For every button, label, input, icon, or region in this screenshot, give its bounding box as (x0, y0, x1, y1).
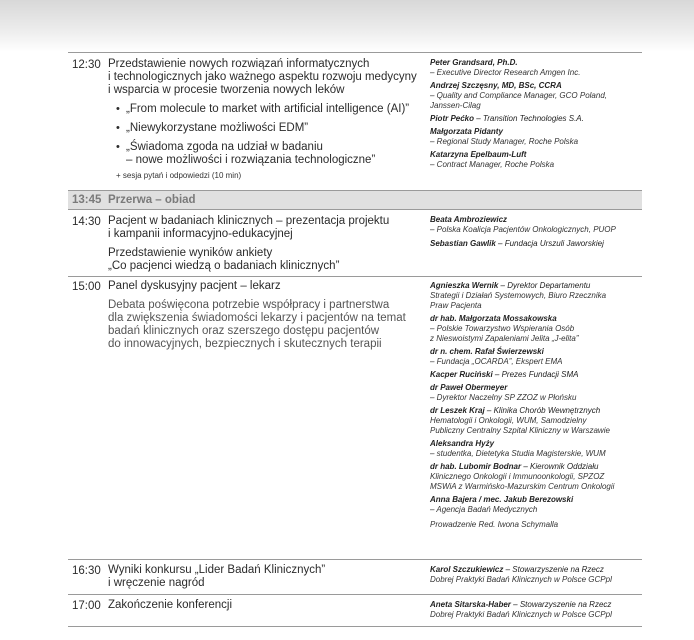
speaker-role: Hematologii i Onkologii, WUM, Samodzielny (430, 416, 587, 425)
speaker-name: Kacper Ruciński (430, 370, 493, 379)
speaker-name: Beata Ambroziewicz (430, 215, 508, 224)
session-row-1230 (68, 52, 642, 190)
session-subtitle-line: Przedstawienie wyników ankiety (108, 247, 273, 259)
bullet-item: • „From molecule to market with artificial intelligence (AI)” (116, 103, 424, 116)
speaker-role: z Nieswoistymi Zapaleniami Jelita „J-elita” (430, 334, 579, 343)
moderator: Prowadzenie Red. Iwona Schymalla (430, 520, 559, 529)
speaker-role: – studentka, Dietetyka Studia Magisterskie, WUM (430, 449, 606, 458)
session-title-line: i wręczenie nagród (108, 577, 205, 589)
speaker-entry (430, 406, 640, 416)
header-gradient (0, 0, 694, 52)
speaker-role: – Transition Technologies S.A. (474, 114, 584, 123)
schedule-table (68, 52, 642, 627)
speaker-role: – Polska Koalicja Pacjentów Onkologicznych, PUOP (430, 225, 616, 234)
speaker-role: – Dyrektor Departamentu (498, 281, 591, 290)
speaker-name: Sebastian Gawlik (430, 239, 496, 248)
session-title-line: i kampanii informacyjno-edukacyjnej (108, 228, 293, 240)
bullet-item: • „Niewykorzystane możliwości EDM” (116, 122, 424, 135)
speaker-name: Katarzyna Epelbaum-Luft (430, 150, 527, 159)
qa-note: + sesja pytań i odpowiedzi (10 min) (116, 171, 242, 180)
session-title-line: Pacjent w badaniach klinicznych – prezentacja projektu (108, 215, 390, 227)
speaker-name: Aleksandra Hyży (430, 439, 495, 448)
speaker-role: – Agencja Badań Medycznych (430, 505, 538, 514)
session-row-1430 (68, 209, 642, 276)
session-time: 17:00 (72, 600, 101, 612)
bullet-item: • „Świadoma zgoda na udział w badaniu (116, 141, 424, 154)
session-content (108, 215, 424, 273)
speakers-list (430, 281, 640, 530)
speaker-name: dr Leszek Kraj (430, 406, 485, 415)
speaker-role: – Stowarzyszenie na Rzecz (503, 565, 604, 574)
speaker-role: – Dyrektor Naczelny SP ZZOZ w Płońsku (430, 393, 577, 402)
speaker-entry (430, 239, 640, 249)
speaker-name: Anna Bajera / mec. Jakub Berezowski (430, 495, 574, 504)
bullet-continuation: – nowe możliwości i rozwiązania technologiczne” (126, 154, 376, 166)
speaker-name: dr Paweł Obermeyer (430, 383, 508, 392)
speaker-role: Publiczny Centralny Szpital Kliniczny w Warszawie (430, 426, 610, 435)
speakers-list (430, 565, 640, 585)
speaker-role: – Regional Study Manager, Roche Polska (430, 137, 579, 146)
speaker-role: Klinicznego Onkologii i Immunoonkologii, SPZOZ (430, 472, 605, 481)
speaker-role: – Prezes Fundacji SMA (492, 370, 579, 379)
session-title-line: i wsparcia w procesie tworzenia nowych leków (108, 84, 345, 96)
session-title-line: Przedstawienie nowych rozwiązań informatycznych (108, 58, 370, 70)
speaker-name: Peter Grandsard, Ph.D. (430, 58, 518, 67)
speaker-role: – Fundacja Urszuli Jaworskiej (495, 239, 604, 248)
session-description-line: dla zwiększenia świadomości lekarzy i pacjentów na temat (108, 312, 406, 324)
session-content (108, 564, 424, 590)
speaker-entry (430, 600, 640, 610)
session-time: 12:30 (72, 59, 101, 71)
session-description-line: Debata poświęcona potrzebie współpracy i partnerstwa (108, 299, 390, 311)
session-description-line: do innowacyjnych, bezpiecznych i skutecznych terapii (108, 338, 382, 350)
speaker-name: Karol Szczukiewicz (430, 565, 504, 574)
break-row (68, 190, 642, 209)
session-row-1500 (68, 276, 642, 559)
speaker-name: Andrzej Szczęsny, MD, BSc, CCRA (430, 81, 562, 90)
speaker-entry (430, 565, 640, 575)
speaker-role: Strategii i Działań Systemowych, Biuro Rzecznika (430, 291, 607, 300)
session-description-line: badań klinicznych oraz szerszego dostępu pacjentów (108, 325, 380, 337)
speakers-list (430, 58, 640, 170)
speaker-role: – Klinika Chorób Wewnętrznych (484, 406, 601, 415)
speaker-name: dr hab. Małgorzata Mossakowska (430, 314, 557, 323)
speaker-role: – Executive Director Research Amgen Inc. (430, 68, 581, 77)
session-title-line: Wyniki konkursu „Lider Badań Klinicznych” (108, 564, 326, 576)
session-title: Panel dyskusyjny pacjent – lekarz (108, 280, 281, 292)
speaker-role: – Stowarzyszenie na Rzecz (510, 600, 612, 609)
speaker-entry (430, 114, 640, 124)
session-content (108, 280, 424, 351)
break-label: Przerwa – obiad (108, 194, 196, 206)
speaker-role: Dobrej Praktyki Badań Klinicznych w Polsce GCPpl (430, 610, 612, 619)
speaker-name: dr hab. Lubomir Bodnar (430, 462, 522, 471)
speaker-entry (430, 370, 640, 380)
speaker-entry (430, 281, 640, 291)
speakers-list (430, 215, 640, 249)
speaker-role: – Contract Manager, Roche Polska (430, 160, 555, 169)
session-time: 14:30 (72, 216, 101, 228)
session-title-line: i technologicznych jako ważnego aspektu rozwoju medycyny (108, 71, 417, 83)
session-row-1700 (68, 594, 642, 627)
speaker-name: Piotr Pećko (430, 114, 475, 123)
session-title: Zakończenie konferencji (108, 599, 233, 611)
speaker-role: – Fundacja „OCARDA”, Ekspert EMA (430, 357, 563, 366)
session-subtitle-line: „Co pacjenci wiedzą o badaniach klinicznych” (108, 260, 340, 272)
speakers-list (430, 600, 640, 620)
speaker-role: MSWiA z Warmińsko-Mazurskim Centrum Onkologii (430, 482, 615, 491)
speaker-name: Aneta Sitarska-Haber (430, 600, 511, 609)
session-content (108, 599, 424, 612)
break-time: 13:45 (72, 194, 102, 206)
speaker-entry (430, 462, 640, 472)
speaker-role: Dobrej Praktyki Badań Klinicznych w Polsce GCPpl (430, 575, 612, 584)
speaker-name: dr n. chem. Rafał Świerzewski (430, 347, 544, 356)
speaker-role: Praw Pacjenta (430, 301, 482, 310)
speaker-role: – Kierownik Oddziału (521, 462, 599, 471)
speaker-name: Małgorzata Pidanty (430, 127, 503, 136)
speaker-role: – Polskie Towarzystwo Wspierania Osób (430, 324, 575, 333)
session-row-1630 (68, 559, 642, 594)
speaker-role: Janssen-Cilag (430, 101, 481, 110)
session-time: 16:30 (72, 565, 101, 577)
session-content (108, 58, 424, 180)
session-time: 15:00 (72, 281, 101, 293)
speaker-role: – Quality and Compliance Manager, GCO Poland, (430, 91, 607, 100)
speaker-name: Agnieszka Wernik (430, 281, 499, 290)
